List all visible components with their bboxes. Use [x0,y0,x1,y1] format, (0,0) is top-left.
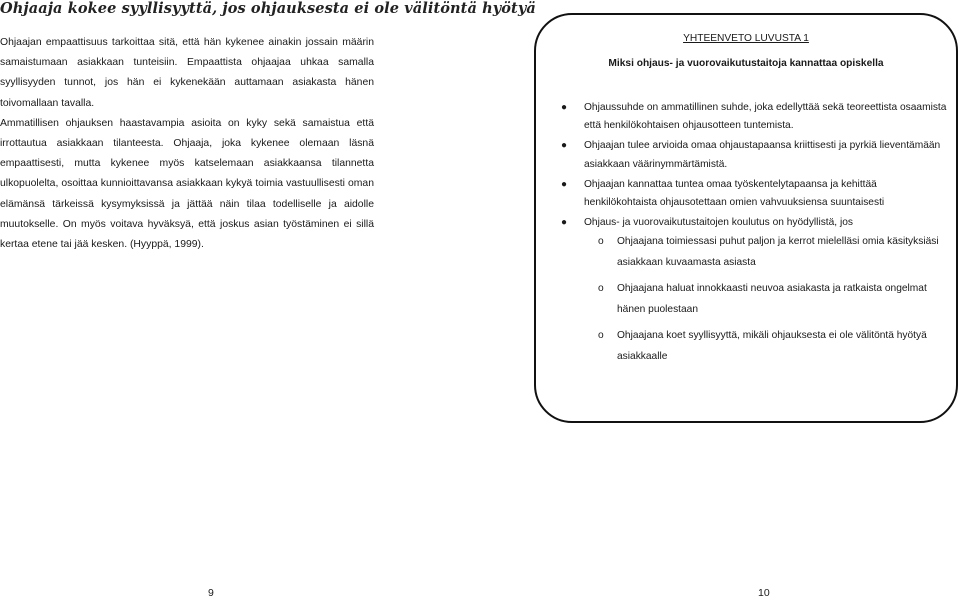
summary-bullet-text: Ohjaajan tulee arvioida omaa ohjaustapaansa kriittisesti ja pyrkiä lieventämään asiakkaan väärinymmärtämistä. [584,140,941,170]
summary-bullet-item [561,137,951,173]
summary-sub-bullet-text: Ohjaajana koet syyllisyyttä, mikäli ohjauksesta ei ole välitöntä hyötyä asiakkaalle [617,330,927,362]
summary-sub-bullet-text: Ohjaajana toimiessasi puhut paljon ja kerrot mielelläsi omia käsityksiäsi asiakkaan kuvaamasta asiasta [617,236,939,268]
summary-subtitle: Miksi ohjaus- ja vuorovaikutustaitoja kannattaa opiskella [608,58,884,69]
page-number-right: 10 [758,587,770,599]
summary-sub-bullet-item [584,326,951,367]
summary-bullet-item [561,176,951,212]
summary-bullet-list [561,99,951,373]
section-heading: Ohjaaja kokee syyllisyyttä, jos ohjauksesta ei ole välitöntä hyötyä [0,0,536,17]
left-text-column [0,33,374,255]
circle-bullet-icon: o [598,236,604,248]
bullet-dot-icon: ● [561,178,568,190]
bullet-dot-icon: ● [561,217,568,229]
summary-title: YHTEENVETO LUVUSTA 1 [683,33,809,44]
summary-sub-bullet-item [584,279,951,320]
chapter-summary-box [534,13,958,423]
circle-bullet-icon: o [598,330,604,342]
circle-bullet-icon: o [598,283,604,295]
summary-bullet-text: Ohjaajan kannattaa tuntea omaa työskentelytapaansa ja kehittää henkilökohtaista ohjausotettaan omien vahvuuksiensa suuntaisesti [584,178,885,209]
summary-bullet-item [561,214,951,367]
paragraph-professional-guidance: Ammatillisen ohjauksen haastavampia asioita on kyky sekä samaistua että irrottautua asiakkaan tilanteesta. Ohjaaja, joka kykenee olemaan läsnä empaattisesti, mutta kykenee myös katselemaan asiakkaansa tilannetta ulkopuolelta, osoittaa kunnioittavansa asiakkaan kykyä toimia vastuullisesti oman elämänsä tärkeissä kysymyksissä ja jättää näin tilaa todelliselle ja aidolle muutokselle. On myös voitava hyväksyä, että joskus asian työstäminen ei sillä kertaa etene tai jää kesken. (Hyyppä, 1999). [0,117,374,251]
page-number-left: 9 [208,587,214,599]
summary-bullet-text: Ohjaussuhde on ammatillinen suhde, joka edellyttää sekä teoreettista osaamista että henkilökohtaisen ohjausotteen tuntemista. [584,102,947,132]
paragraph-empathy: Ohjaajan empaattisuus tarkoittaa sitä, että hän kykenee ainakin jossain määrin samaistumaan asiakkaan tunteisiin. Empaattista ohjaajaa uhkaa samalla syyllisyyden tunnot, jos hän ei kykenekään auttamaan asiakasta hänen toivomallaan tavalla. [0,37,374,109]
summary-sub-bullet-text: Ohjaajana haluat innokkaasti neuvoa asiakasta ja ratkaista ongelmat hänen puolestaan [617,283,927,315]
summary-sub-bullet-item [584,232,951,273]
summary-bullet-item [561,99,951,135]
summary-bullet-text: Ohjaus- ja vuorovaikutustaitojen koulutus on hyödyllistä, jos [584,217,853,229]
summary-sub-bullet-list [584,232,951,367]
bullet-dot-icon: ● [561,140,568,152]
bullet-dot-icon: ● [561,102,568,113]
